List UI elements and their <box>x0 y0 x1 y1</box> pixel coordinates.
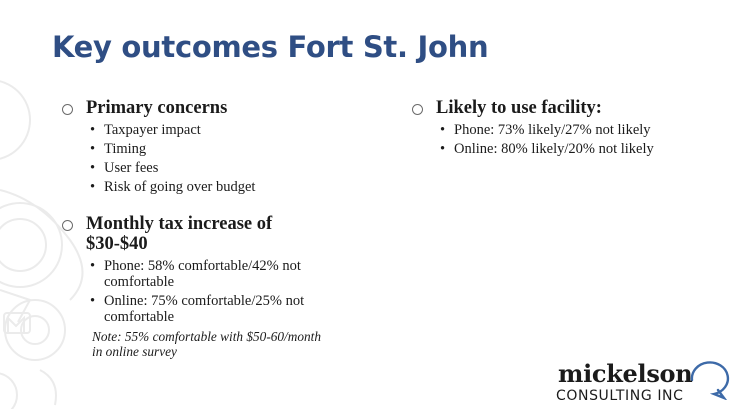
list-item: • Risk of going over budget <box>90 179 362 195</box>
circle-bullet-icon <box>62 220 73 231</box>
list-item: • Timing <box>90 141 362 157</box>
list-item: • Phone: 73% likely/27% not likely <box>440 122 730 138</box>
company-logo <box>556 359 731 406</box>
section-primary-concerns <box>62 98 362 195</box>
list-item: • Online: 80% likely/20% not likely <box>440 141 730 157</box>
section-heading: Primary concerns <box>86 98 228 118</box>
heading-line: $30-$40 <box>86 234 148 254</box>
tax-results-list <box>90 258 352 325</box>
list-item: • User fees <box>90 160 362 176</box>
circle-bullet-icon <box>412 104 423 115</box>
heading-line: Monthly tax increase of <box>86 214 273 234</box>
left-column <box>62 98 362 359</box>
circle-bullet-icon <box>62 104 73 115</box>
section-monthly-tax <box>62 214 362 359</box>
right-column <box>412 98 712 160</box>
list-item: • Taxpayer impact <box>90 122 362 138</box>
section-heading: Likely to use facility: <box>436 98 602 118</box>
list-item: • Online: 75% comfortable/25% not comfortable <box>90 293 352 325</box>
logo-subtitle: CONSULTING INC <box>556 388 684 404</box>
concerns-list <box>90 122 362 195</box>
survey-note: Note: 55% comfortable with $50-60/month in online survey <box>92 329 321 359</box>
logo-name: mickelson <box>558 359 693 388</box>
section-heading <box>86 214 362 254</box>
section-likely-to-use <box>412 98 712 157</box>
list-item: • Phone: 58% comfortable/42% not comfortable <box>90 258 352 290</box>
usage-list <box>440 122 730 157</box>
slide-title: Key outcomes Fort St. John <box>52 30 489 64</box>
